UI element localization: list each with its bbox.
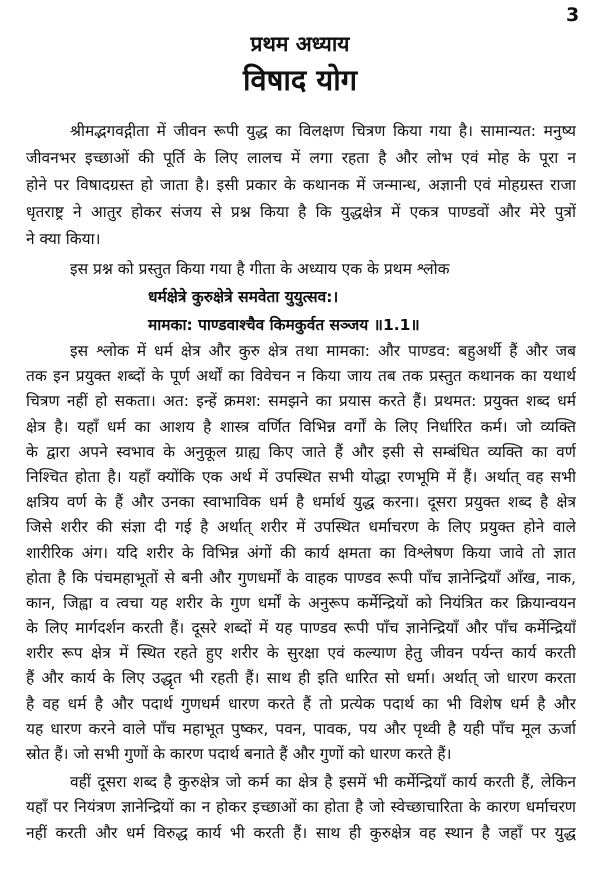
text-line: निश्चित होता है। यहाँ क्योंकि एक अर्थ में उपस्थित सभी योद्धा रणभूमि में हैं। अर्थात् वह सभी: [26, 467, 576, 486]
text-line: होता है कि पंचमहाभूतों से बनी और गुणधर्मों के वाहक पाण्डव रूपी पाँच ज्ञानेन्द्रियाँ आँख, नाक,: [26, 568, 576, 587]
text-line: चित्रण नहीं हो सकता। अत: इन्हें क्रमश: समझने का प्रयास करते हैं। प्रथमत: प्रयुक्त शब्द धर्म: [26, 392, 576, 411]
text-line: शारीरिक अंग। यदि शरीर के विभिन्न अंगों की कार्य क्षमता का विश्लेषण किया जावे तो ज्ञात: [26, 543, 576, 562]
text-line: जीवनभर इच्छाओं की पूर्ति के लिए लालच में लगा रहता है और लोभ एवं मोह के पूरा न: [26, 149, 576, 167]
paragraph-4: [26, 770, 576, 846]
text-line: धृतराष्ट्र ने आतुर होकर संजय से प्रश्न किया है कि युद्धक्षेत्र में एकत्र पाण्डवों और मेरे पुत्रों: [26, 203, 576, 221]
verse-line: मामका: पाण्डवाश्चैव किमकुर्वत सञ्जय ॥1.1॥: [148, 316, 420, 334]
text-line: के लिए मार्गदर्शन करती हैं। दूसरे शब्दों में यह पाण्डव रूपी पाँच ज्ञानेन्द्रियाँ और पाँच कर्मेन्द्रियाँ: [26, 619, 576, 638]
paragraph-3: [26, 339, 576, 767]
text-line: कान, जिह्वा व त्वचा यह शरीर के गुण धर्मों के अनुरूप कर्मेन्द्रियों को नियंत्रित कर क्रियान्वयन: [26, 593, 576, 612]
text-line: के द्वारा अपने स्वभाव के अनुकूल ग्राह्य किए जाते हैं और इसी से सम्बंधित व्यक्ति का वर्ण: [26, 442, 576, 461]
text-line: श्रीमद्भगवद्गीता में जीवन रूपी युद्ध का विलक्षण चित्रण किया गया है। सामान्यत: मनुष्य: [70, 122, 576, 140]
text-line: यहाँ पर नियंत्रण ज्ञानेन्द्रियों का न होकर इच्छाओं का होता है जो स्वेच्छाचारिता के कारण धर्माचरण: [26, 798, 576, 817]
text-line: शरीर रूप क्षेत्र में स्थित रहते हुए शरीर के सुरक्षा एवं कल्याण हेतु जीवन पर्यन्त कार्य करती: [26, 644, 576, 663]
text-line: यह धारण करने वाले पाँच महाभूत पुष्कर, पवन, पावक, पय और पृथ्वी है यही पाँच मूल ऊर्जा: [26, 719, 576, 738]
text-line: जिसे शरीर की संज्ञा दी गई है अर्थात् शरीर में उपस्थित धर्माचरण के लिए प्रयुक्त होने वाले: [26, 518, 576, 537]
text-line: क्षेत्र है। यहाँ धर्म का आशय है शास्त्र वर्णित विभिन्न वर्गों के लिए निर्धारित कर्म। जो व्यक्ति: [26, 417, 576, 436]
text-line: स्रोत हैं। जो सभी गुणों के कारण पदार्थ बनाते हैं और गुणों को धारण करते हैं।: [26, 745, 452, 763]
chapter-title: विषाद योग: [242, 63, 358, 97]
text-line: होने पर विषादग्रस्त हो जाता है। इसी प्रकार के कथानक में जन्मान्ध, अज्ञानी एवं मोहग्रस्त राजा: [26, 176, 576, 194]
text-line: इस श्लोक में धर्म क्षेत्र और कुरु क्षेत्र तथा मामका: और पाण्डव: बहुअर्थी हैं और जब: [70, 342, 576, 360]
text-line: है वह धर्म है और पदार्थ गुणधर्म धारण करते हैं तो प्रत्येक पदार्थ का भी विशेष धर्म है और: [26, 694, 576, 713]
page-body: [26, 118, 576, 846]
text-line: नहीं करती और धर्म विरुद्ध कार्य भी करती हैं। साथ ही कुरुक्षेत्र वह स्थान है जहाँ पर युद्ध: [26, 823, 576, 842]
page-number: 3: [566, 4, 580, 26]
paragraph-2: इस प्रश्न को प्रस्तुत किया गया है गीता के अध्याय एक के प्रथम श्लोक: [70, 260, 450, 278]
text-line: क्षत्रिय वर्ण के हैं और उनका स्वाभाविक धर्म है धर्मार्थ युद्ध करना। दूसरा प्रयुक्त शब्द है क्षेत्र: [26, 493, 576, 512]
chapter-heading: प्रथम अध्याय: [250, 32, 350, 56]
text-line: वहीं दूसरा शब्द है कुरुक्षेत्र जो कर्म का क्षेत्र है इसमें भी कर्मेन्द्रियाँ कार्य करती हैं, लेकिन: [70, 773, 576, 792]
verse-block: [26, 283, 576, 339]
text-line: ने क्या किया।: [26, 230, 101, 248]
text-line: हैं और कार्य के लिए उद्धृत भी रहती हैं। साथ ही इति धारित सो धर्मा। अर्थात् जो धारण करता: [26, 669, 576, 688]
paragraph-1: [26, 118, 576, 253]
text-line: तक इन प्रयुक्त शब्दों के पूर्ण अर्थों का विवेचन न किया जाय तब तक प्रस्तुत कथानक का यथार्थ: [26, 367, 576, 386]
verse-line: धर्मक्षेत्रे कुरुक्षेत्रे समवेता युयुत्सव:।: [148, 288, 339, 306]
